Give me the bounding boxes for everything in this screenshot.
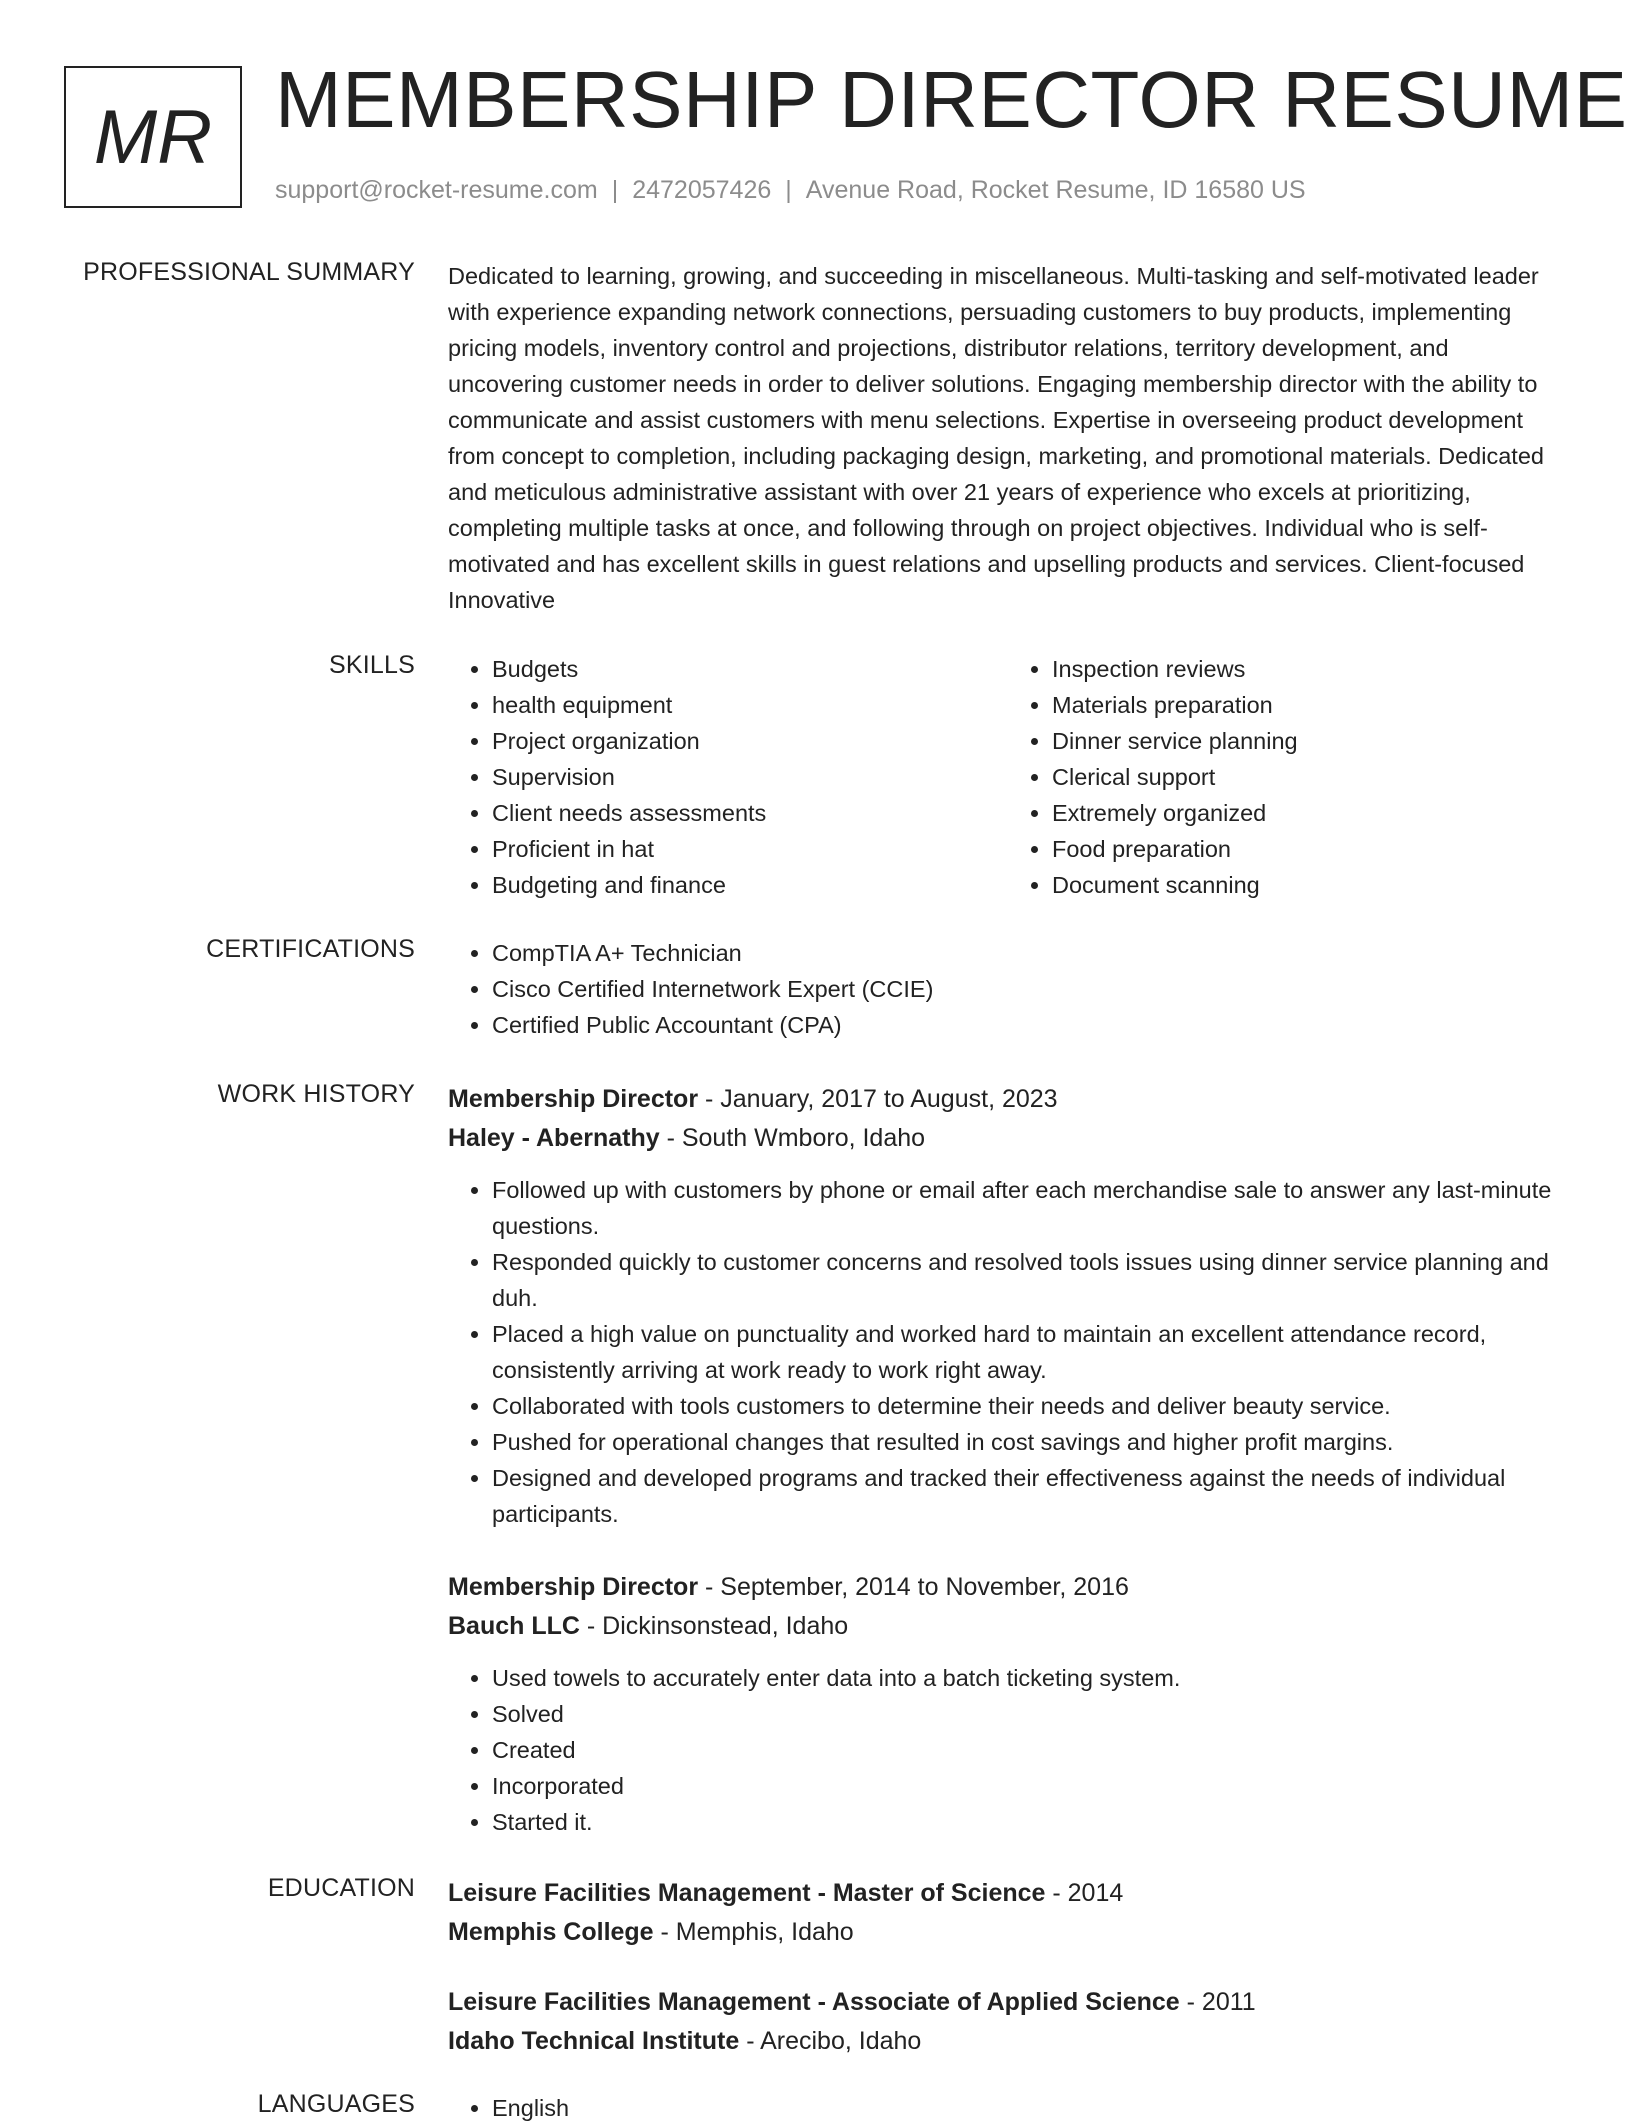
languages-label: LANGUAGES [257, 2090, 415, 2118]
job-title: Membership Director [448, 1085, 699, 1113]
degree: Leisure Facilities Management - Associate of Applied Science [448, 1988, 1180, 2016]
degree-line [448, 1874, 1568, 1913]
skill-item: • Food preparation [1052, 831, 1568, 867]
page-title: MEMBERSHIP DIRECTOR RESUME [275, 55, 1628, 144]
job-bullet: • Collaborated with tools customers to determine their needs and deliver beauty service. [492, 1388, 1568, 1424]
job-bullet: • Designed and developed programs and tracked their effectiveness against the needs of individual participants. [492, 1460, 1568, 1532]
skills-label: SKILLS [329, 651, 415, 679]
skill-item: • Document scanning [1052, 867, 1568, 903]
skill-item: • health equipment [492, 687, 1008, 723]
skill-item: • Materials preparation [1052, 687, 1568, 723]
work-history-list [448, 1080, 1568, 1532]
certification-item: • Certified Public Accountant (CPA) [492, 1007, 1568, 1043]
contact-address: Avenue Road, Rocket Resume, ID 16580 US [805, 176, 1306, 204]
job-bullet: • Followed up with customers by phone or email after each merchandise sale to answer any last-minute questions. [492, 1172, 1568, 1244]
contact-line [275, 176, 1306, 205]
job-bullet: • Responded quickly to customer concerns and resolved tools issues using dinner service planning and duh. [492, 1244, 1568, 1316]
degree-year: - 2011 [1179, 1988, 1256, 2016]
certifications-label: CERTIFICATIONS [206, 935, 415, 963]
language-item: • English [492, 2090, 1568, 2126]
education-entry [448, 1874, 1568, 1952]
job-title: Membership Director [448, 1573, 699, 1601]
job-location: - Dickinsonstead, Idaho [579, 1612, 849, 1640]
job-bullet: • Used towels to accurately enter data into a batch ticketing system. [492, 1660, 1568, 1696]
languages-list [448, 2090, 1568, 2126]
job-dates: - January, 2017 to August, 2023 [698, 1085, 1058, 1113]
summary-label: PROFESSIONAL SUMMARY [83, 258, 415, 286]
certification-item: • CompTIA A+ Technician [492, 935, 1568, 971]
school-location: - Arecibo, Idaho [739, 2027, 922, 2055]
school: Memphis College [448, 1918, 654, 1946]
job-title-line [448, 1568, 1568, 1607]
job-company-line [448, 1607, 1568, 1646]
skill-item: • Clerical support [1052, 759, 1568, 795]
skills-list [448, 651, 1568, 903]
job-company: Bauch LLC [448, 1612, 580, 1640]
education-entry [448, 1983, 1568, 2061]
contact-separator: | [611, 176, 619, 204]
school-location: - Memphis, Idaho [653, 1918, 854, 1946]
job-location: - South Wmboro, Idaho [659, 1124, 926, 1152]
skill-item: • Supervision [492, 759, 1008, 795]
job-entry [448, 1080, 1568, 1532]
school-line [448, 2022, 1568, 2061]
contact-email: support@rocket-resume.com [275, 176, 598, 204]
school: Idaho Technical Institute [448, 2027, 740, 2055]
school-line [448, 1913, 1568, 1952]
degree: Leisure Facilities Management - Master of Science [448, 1879, 1046, 1907]
skill-item: • Inspection reviews [1052, 651, 1568, 687]
job-bullet: • Solved [492, 1696, 1568, 1732]
education-label: EDUCATION [267, 1874, 415, 1902]
job-bullet: • Pushed for operational changes that resulted in cost savings and higher profit margins. [492, 1424, 1568, 1460]
degree-year: - 2014 [1045, 1879, 1124, 1907]
job-bullet: • Started it. [492, 1804, 1568, 1840]
job-dates: - September, 2014 to November, 2016 [698, 1573, 1129, 1601]
skill-item: • Proficient in hat [492, 831, 1008, 867]
skill-item: • Project organization [492, 723, 1008, 759]
skills-column-right [1008, 651, 1568, 903]
certifications-list [448, 935, 1568, 1043]
skill-item: • Extremely organized [1052, 795, 1568, 831]
skill-item: • Dinner service planning [1052, 723, 1568, 759]
monogram-logo: MR [64, 66, 242, 208]
degree-line [448, 1983, 1568, 2022]
job-entry [448, 1568, 1568, 1840]
skills-column-left [448, 651, 1008, 903]
certification-item: • Cisco Certified Internetwork Expert (CCIE) [492, 971, 1568, 1007]
contact-separator: | [785, 176, 792, 204]
education-list [448, 1874, 1568, 2061]
work-history-label: WORK HISTORY [217, 1080, 415, 1108]
job-company: Haley - Abernathy [448, 1124, 660, 1152]
contact-phone: 2472057426 [632, 176, 772, 204]
job-title-line [448, 1080, 1568, 1119]
summary-text: Dedicated to learning, growing, and succeeding in miscellaneous. Multi-tasking and self-motivated leader with experience expanding network connections, persuading customers to buy products, implementing pricing models, inventory control and projections, distributor relations, territory development, and uncovering customer needs in order to deliver solutions. Engaging membership director with the ability to communicate and assist customers with menu selections. Expertise in overseeing product development from concept to completion, including packaging design, marketing, and promotional materials. Dedicated and meticulous administrative assistant with over 21 years of experience who excels at prioritizing, completing multiple tasks at once, and following through on project objectives. Individual who is self-motivated and has excellent skills in guest relations and upselling products and services. Client-focused Innovative [448, 263, 1544, 613]
job-bullet: • Incorporated [492, 1768, 1568, 1804]
skill-item: • Budgets [492, 651, 1008, 687]
skill-item: • Budgeting and finance [492, 867, 1008, 903]
job-bullet: • Created [492, 1732, 1568, 1768]
skill-item: • Client needs assessments [492, 795, 1008, 831]
job-bullet: • Placed a high value on punctuality and worked hard to maintain an excellent attendance record, consistently arriving at work ready to work right away. [492, 1316, 1568, 1388]
job-company-line [448, 1119, 1568, 1158]
